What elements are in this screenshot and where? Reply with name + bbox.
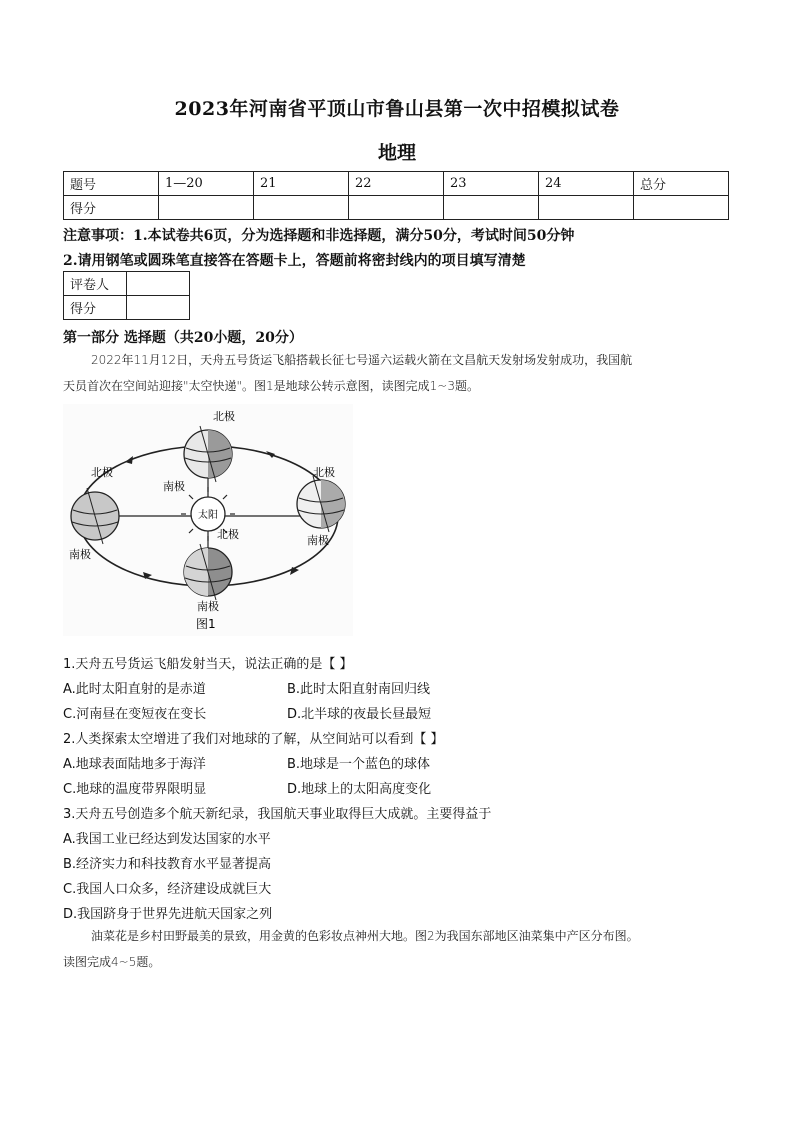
- figure-caption: 图1: [196, 617, 216, 631]
- score-table-header-row: [64, 172, 729, 196]
- left-north-label: 北极: [91, 466, 113, 479]
- score-cell: 22: [349, 172, 444, 196]
- question-1-option-b[interactable]: B.此时太阳直射南回归线: [287, 682, 431, 697]
- notes-line-1: 注意事项：1.本试卷共6页，分为选择题和非选择题，满分50分，考试时间50分钟: [63, 228, 575, 244]
- top-north-label: 北极: [213, 410, 235, 423]
- section-heading: 第一部分 选择题（共20小题，20分）: [63, 330, 303, 346]
- score-cell: 21: [254, 172, 349, 196]
- question-2-option-b[interactable]: B.地球是一个蓝色的球体: [287, 757, 431, 772]
- score-blank: [159, 196, 254, 220]
- question-1-option-a[interactable]: A.此时太阳直射的是赤道: [63, 682, 206, 697]
- score-cell: 23: [444, 172, 539, 196]
- question-1-stem: 1.天舟五号货运飞船发射当天，说法正确的是【 】: [63, 657, 353, 672]
- question-2-option-d[interactable]: D.地球上的太阳高度变化: [287, 782, 432, 797]
- question-3-stem: 3.天舟五号创造多个航天新纪录，我国航天事业取得巨大成就。主要得益于: [63, 807, 492, 822]
- question-2-option-a[interactable]: A.地球表面陆地多于海洋: [63, 757, 206, 772]
- score-cell: 24: [539, 172, 634, 196]
- question-3-option-a[interactable]: A.我国工业已经达到发达国家的水平: [63, 832, 271, 847]
- grader-table: [63, 271, 190, 320]
- grader-score-label: 得分: [64, 296, 127, 320]
- score-label: 得分: [64, 196, 159, 220]
- score-blank: [254, 196, 349, 220]
- question-2-option-c[interactable]: C.地球的温度带界限明显: [63, 782, 207, 797]
- subject-title: 地理: [377, 142, 416, 164]
- intro-line-2: 天员首次在空间站迎接"太空快递"。图1是地球公转示意图，读图完成1~3题。: [63, 379, 480, 393]
- grader-blank: [127, 272, 190, 296]
- earth-revolution-diagram: [63, 404, 353, 636]
- question-2-stem: 2.人类探索太空增进了我们对地球的了解，从空间站可以看到【 】: [63, 732, 444, 747]
- score-cell: 总分: [634, 172, 729, 196]
- section2-intro-line-1: 油菜花是乡村田野最美的景致，用金黄的色彩妆点神州大地。图2为我国东部地区油菜集中产区分布图。: [91, 929, 639, 943]
- right-north-label: 北极: [313, 466, 335, 479]
- question-3-option-d[interactable]: D.我国跻身于世界先进航天国家之列: [63, 907, 273, 922]
- grader-blank: [127, 296, 190, 320]
- question-1-option-c[interactable]: C.河南昼在变短夜在变长: [63, 707, 207, 722]
- score-blank: [444, 196, 539, 220]
- score-blank: [539, 196, 634, 220]
- question-1-option-d[interactable]: D.北半球的夜最长昼最短: [287, 707, 432, 722]
- top-south-label: 南极: [163, 480, 185, 493]
- section2-intro-line-2: 读图完成4~5题。: [63, 955, 161, 969]
- grader-label: 评卷人: [64, 272, 127, 296]
- notes-line-2: 2.请用钢笔或圆珠笔直接答在答题卡上，答题前将密封线内的项目填写清楚: [63, 253, 526, 269]
- bottom-south-label: 南极: [197, 600, 219, 613]
- score-table-score-row: [64, 196, 729, 220]
- score-blank: [349, 196, 444, 220]
- question-3-option-c[interactable]: C.我国人口众多，经济建设成就巨大: [63, 882, 272, 897]
- score-table: [63, 171, 729, 220]
- right-south-label: 南极: [307, 534, 329, 547]
- score-blank: [634, 196, 729, 220]
- score-cell: 题号: [64, 172, 159, 196]
- intro-line-1: 2022年11月12日，天舟五号货运飞船搭载长征七号遥六运载火箭在文昌航天发射场发射成功，我国航: [91, 353, 633, 367]
- question-3-option-b[interactable]: B.经济实力和科技教育水平显著提高: [63, 857, 272, 872]
- exam-title: 2023年河南省平顶山市鲁山县第一次中招模拟试卷: [174, 98, 620, 120]
- score-cell: 1—20: [159, 172, 254, 196]
- left-south-label: 南极: [69, 548, 91, 561]
- bottom-north-label: 北极: [217, 528, 239, 541]
- sun-label: 太阳: [198, 510, 218, 521]
